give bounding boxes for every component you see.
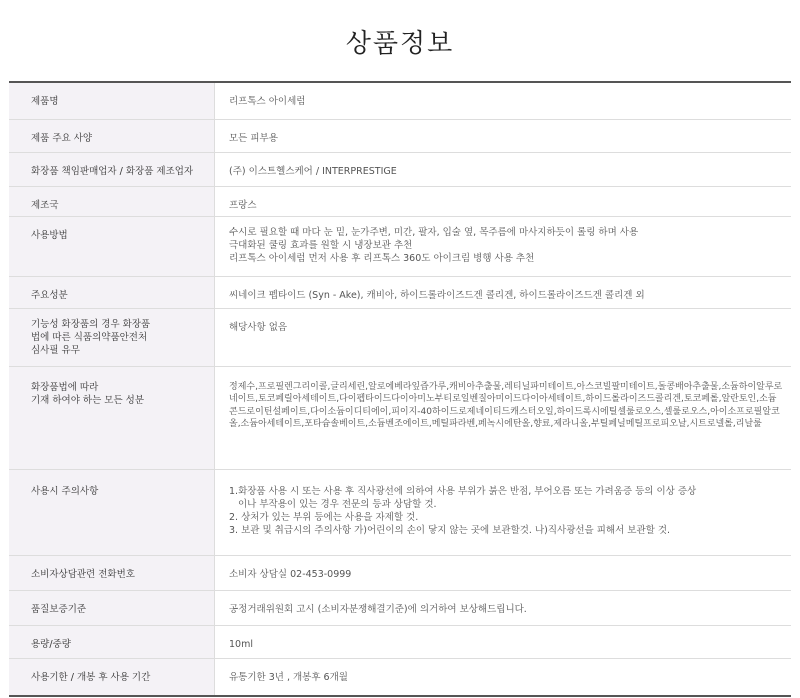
row-label: 주요성분	[9, 276, 215, 308]
row-value: 극대화된 쿨링 효과를 원할 시 냉장보관 추천	[229, 239, 413, 251]
row-label: 화장품법에 따라	[31, 381, 99, 393]
table-row	[9, 658, 791, 696]
row-label: 용량/중량	[9, 625, 215, 658]
row-value: 씨네이크 펩타이드 (Syn - Ake), 캐비아, 하이드롤라이즈드겐 콜리겐, 하이드롤라이즈드겐 콜리겐 외	[229, 289, 645, 301]
row-label: 기재 하여야 하는 모든 성분	[31, 394, 145, 406]
row-value: 수시로 필요할 때 마다 눈 밑, 눈가주변, 미간, 팔자, 입술 옆, 목주름에 마사지하듯이 롤링 하며 사용	[229, 226, 639, 238]
table-row	[9, 555, 791, 590]
row-value: 리프톡스 아이세럼	[229, 96, 306, 107]
row-value: (주) 이스트헬스케어 / INTERPRESTIGE	[229, 165, 397, 177]
product-info-table	[9, 81, 791, 697]
table-row	[9, 590, 791, 625]
table-row	[9, 186, 791, 216]
row-label: 심사필 유무	[31, 344, 80, 356]
table-row	[9, 308, 791, 366]
row-label: 제품 주요 사양	[9, 119, 215, 152]
row-value: 리프톡스 아이세럼 먼저 사용 후 리프톡스 360도 아이크림 병행 사용 추천	[229, 252, 535, 264]
row-label: 사용시 주의사항	[9, 469, 215, 555]
row-label: 사용기한 / 개봉 후 사용 기간	[9, 658, 215, 696]
row-label: 제품명	[9, 82, 215, 119]
row-label: 제조국	[9, 186, 215, 216]
page-title: 상품정보	[345, 29, 455, 59]
row-value: 프랑스	[229, 199, 257, 211]
table-row	[9, 276, 791, 308]
row-value: 모든 피부용	[229, 132, 278, 144]
row-value: 2. 상처가 있는 부위 등에는 사용을 자제할 것.	[229, 511, 419, 523]
row-value: 해당사항 없음	[229, 321, 288, 333]
row-value: 이나 부작용이 있는 경우 전문의 등과 상담할 것.	[238, 498, 437, 510]
table-row	[9, 469, 791, 555]
row-value: 소비자 상담실 02-453-0999	[229, 568, 352, 580]
row-value: 공정거래위원회 고시 (소비자분쟁해결기준)에 의거하여 보상해드립니다.	[229, 603, 527, 615]
row-label: 품질보증기준	[9, 590, 215, 625]
row-label: 화장품 책임판매업자 / 화장품 제조업자	[9, 152, 215, 186]
table-row	[9, 625, 791, 658]
table-row	[9, 82, 791, 119]
row-label: 소비자상담관련 전화번호	[9, 555, 215, 590]
row-label: 기능성 화장품의 경우 화장품	[31, 318, 151, 330]
table-row	[9, 152, 791, 186]
row-label: 사용방법	[9, 216, 215, 276]
ingredients-text: 정제수,프로필렌그리이콜,글리세린,알로에베라잎즙가루,캐비아추출물,레티닐파미테이트,아스코빌팔미테이트,돌콩배아추출물,소듐하이알루로네이트,토코페릴아세테이트,다이펩타이드다이아미노부티로일벤질아미이드다이아세테이트,하이드롤라이즈드콜리겐,토코페롤,알란토인,소듐콘드로이틴설페이트,다이소듐이디티에이,피이지-40하이드로제네이티드캐스터오일,하이드록시에틸셀룰로오스,셀룰로오스,아이소프로필알코올,소듐아세테이트,포타슘솔베이트,소듐벤조에이트,메틸파라벤,페녹시에탄올,향료,제라니올,부틸페닐메틸프로피오날,시트로넬롤,리날룰	[229, 381, 783, 430]
row-value: 10ml	[229, 638, 253, 650]
table-row	[9, 216, 791, 276]
row-label: 법에 따른 식품의약품안전처	[31, 331, 148, 343]
table-row	[9, 119, 791, 152]
table-row	[9, 366, 791, 469]
row-value: 1.화장품 사용 시 또는 사용 후 직사광선에 의하여 사용 부위가 붉은 반점, 부어오름 또는 가려움증 등의 이상 증상	[229, 485, 697, 497]
row-value: 3. 보관 및 취급시의 주의사항 가)어린이의 손이 닿지 않는 곳에 보관할것. 나)직사광선을 피해서 보관할 것.	[229, 524, 671, 536]
row-value: 유통기한 3년 , 개봉후 6개월	[229, 671, 348, 683]
